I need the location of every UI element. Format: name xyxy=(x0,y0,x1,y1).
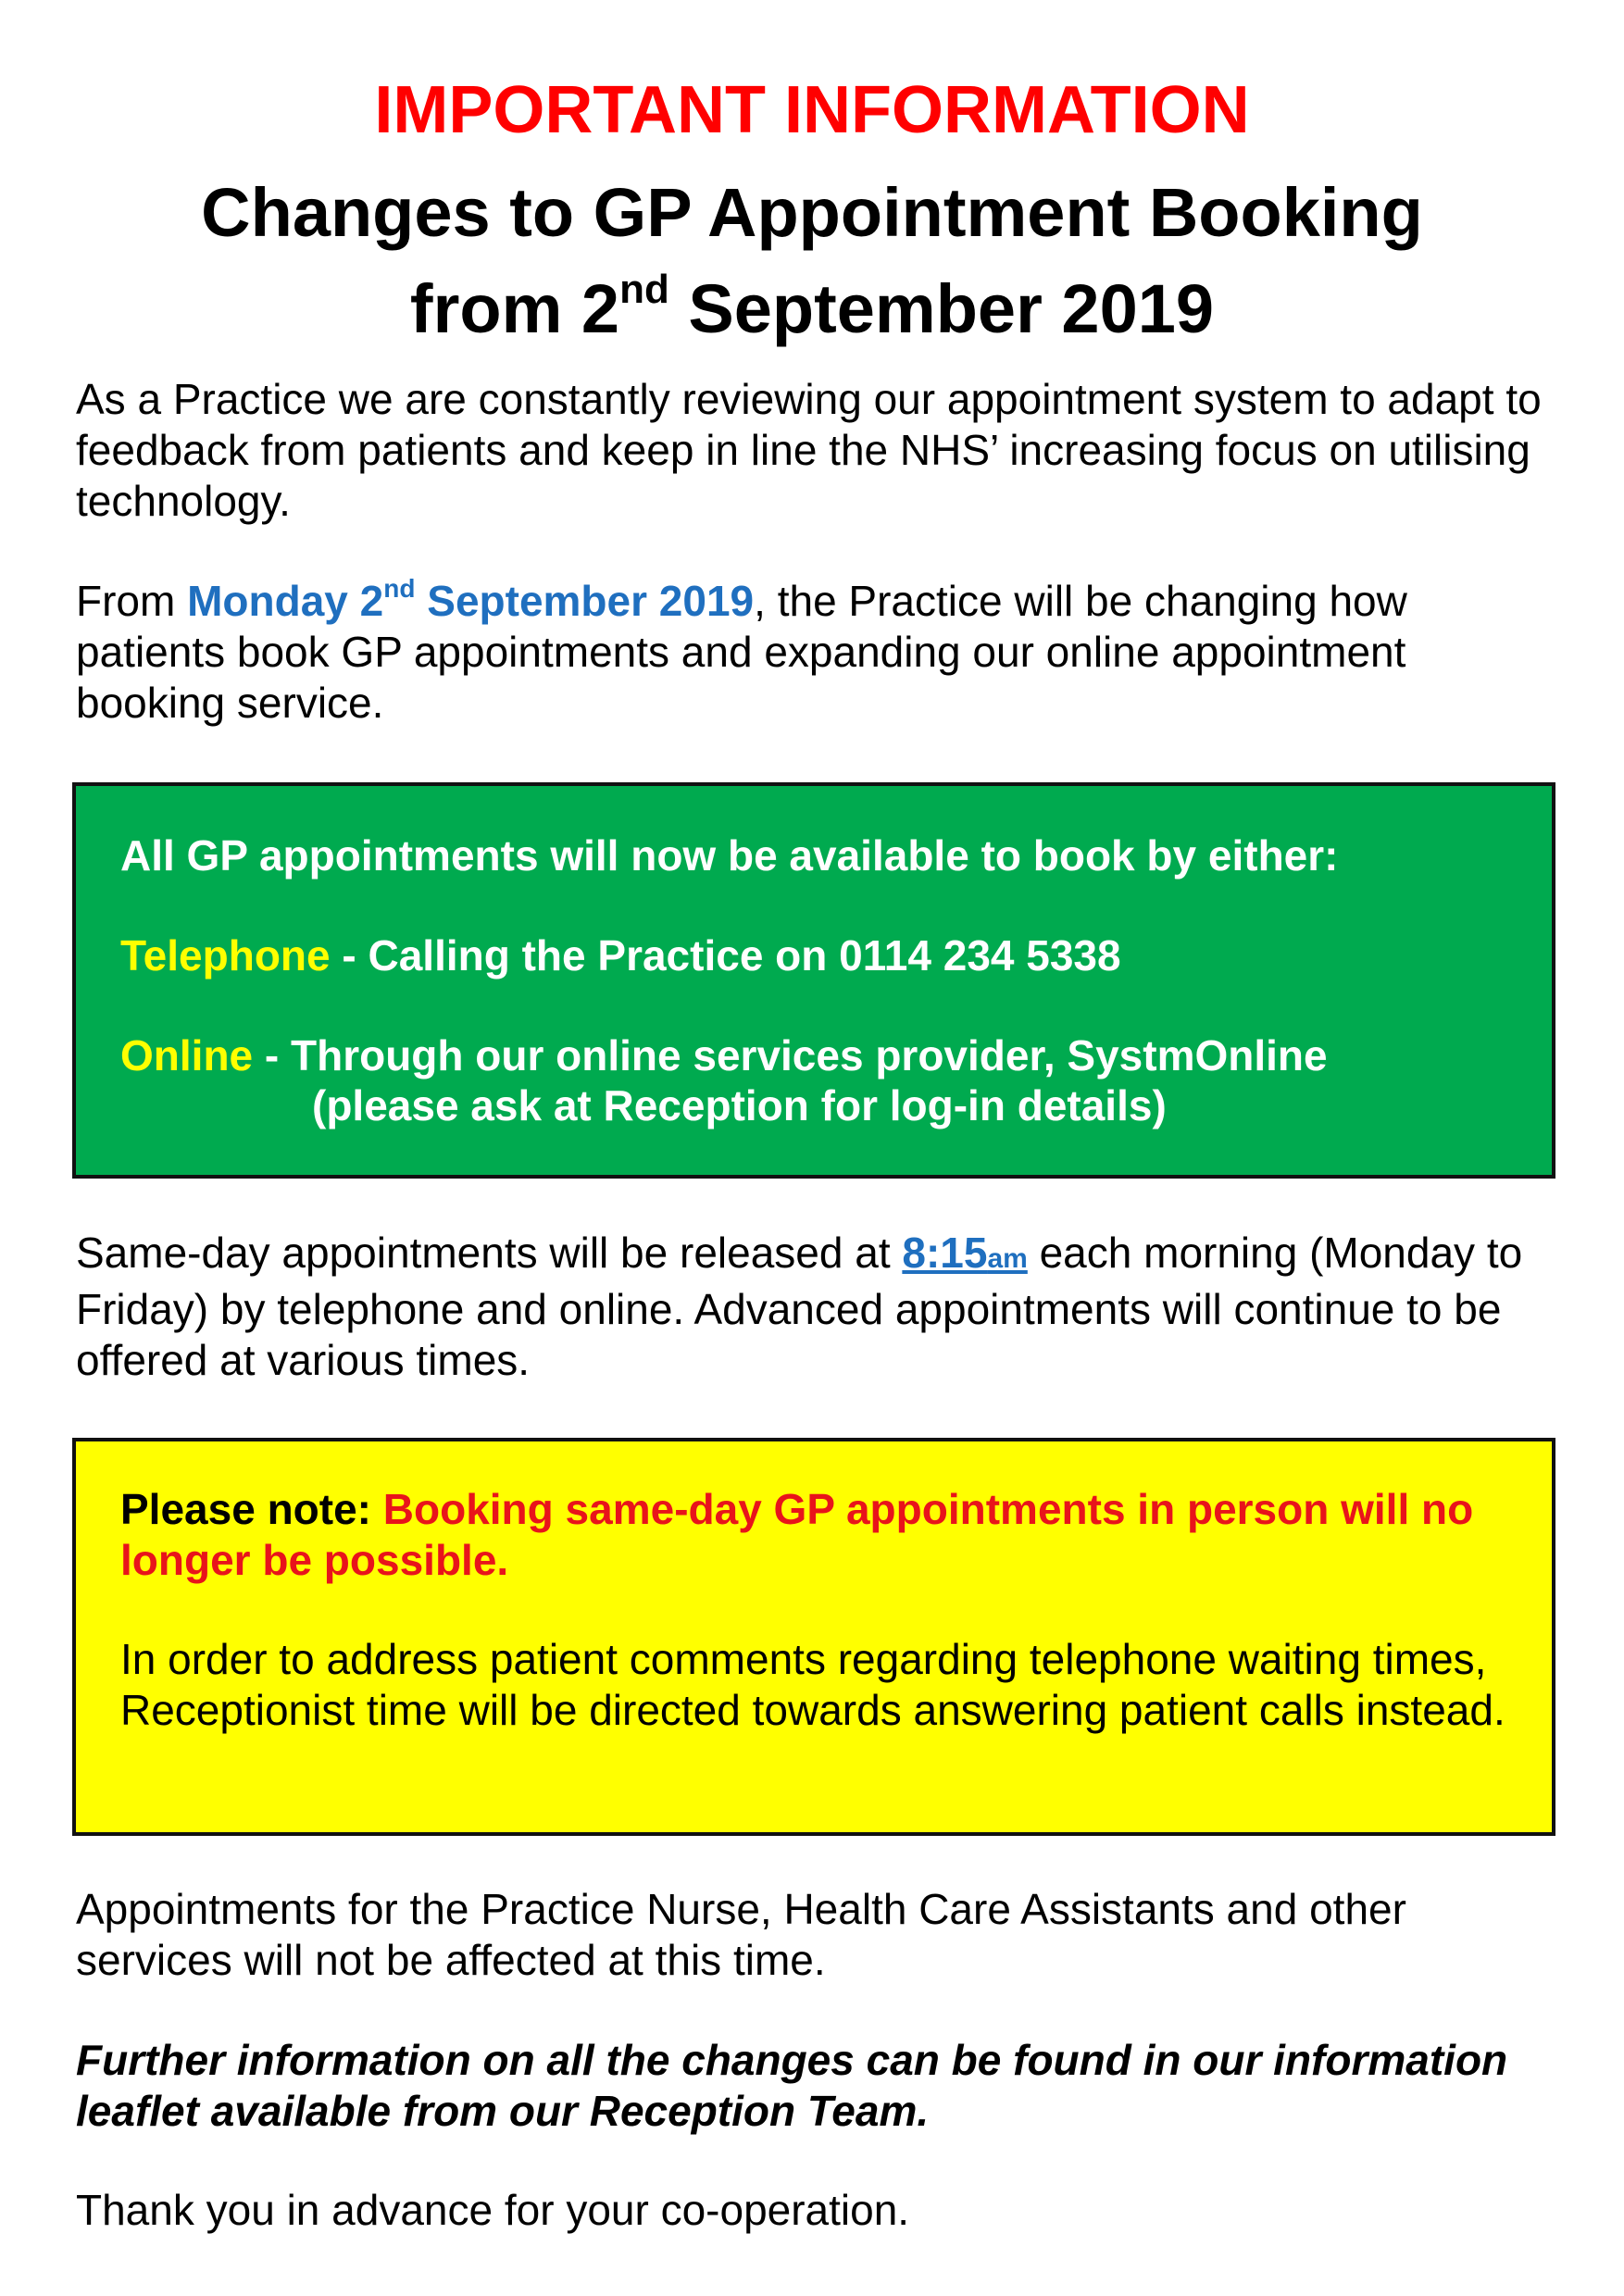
same-day-prefix: Same-day appointments will be released at xyxy=(76,1229,903,1277)
page-title xyxy=(0,165,1624,357)
please-note-heading xyxy=(120,1484,1509,1586)
title-line-1: Changes to GP Appointment Booking xyxy=(201,174,1423,251)
telephone-text: - Calling the Practice on 0114 234 5338 xyxy=(330,931,1121,980)
title-date-prefix: from 2 xyxy=(409,270,620,347)
please-note-label: Please note: xyxy=(120,1485,383,1533)
start-date-suffix: , the Practice will be changing how patients book GP appointments and expanding our online appointment booking service. xyxy=(76,577,1407,727)
online-login-note: (please ask at Reception for log-in details) xyxy=(312,1081,1167,1129)
online-option xyxy=(120,1030,1328,1081)
booking-methods-box xyxy=(72,782,1555,1179)
start-date-paragraph xyxy=(76,573,1557,729)
booking-methods-heading: All GP appointments will now be available to book by either: xyxy=(120,831,1339,880)
please-note-box xyxy=(72,1438,1555,1836)
start-date-prefix: From xyxy=(76,577,188,625)
same-day-suffix: each morning (Monday to Friday) by telephone and online. Advanced appointments will continue to be offered at various times. xyxy=(76,1229,1523,1384)
please-note-text: In order to address patient comments regarding telephone waiting times, Receptionist time will be directed towards answering patient calls instead. xyxy=(120,1635,1505,1734)
nurse-paragraph: Appointments for the Practice Nurse, Health Care Assistants and other services will not be affected at this time. xyxy=(76,1885,1406,1984)
intro-paragraph: As a Practice we are constantly reviewing our appointment system to adapt to feedback from patients and keep in line the NHS’ increasing focus on utilising technology. xyxy=(76,375,1542,525)
title-date-suffix: September 2019 xyxy=(668,270,1215,347)
thanks-paragraph: Thank you in advance for your co-operation. xyxy=(76,2186,910,2234)
release-time-link[interactable]: 8:15am xyxy=(902,1229,1028,1277)
online-text: - Through our online services provider, SystmOnline xyxy=(253,1031,1328,1079)
please-note-warning: Booking same-day GP appointments in person will no longer be possible. xyxy=(120,1485,1474,1584)
start-date: Monday 2nd September 2019 xyxy=(187,573,755,625)
title-line-2 xyxy=(0,261,1624,357)
further-info-paragraph: Further information on all the changes can be found in our information leaflet available from our Reception Team. xyxy=(76,2036,1508,2135)
telephone-label: Telephone xyxy=(120,931,331,980)
title-date-ordinal: nd xyxy=(619,267,669,313)
telephone-option xyxy=(120,930,1121,981)
online-label: Online xyxy=(120,1031,254,1079)
same-day-paragraph xyxy=(76,1228,1557,1386)
important-heading: IMPORTANT INFORMATION xyxy=(374,73,1250,147)
